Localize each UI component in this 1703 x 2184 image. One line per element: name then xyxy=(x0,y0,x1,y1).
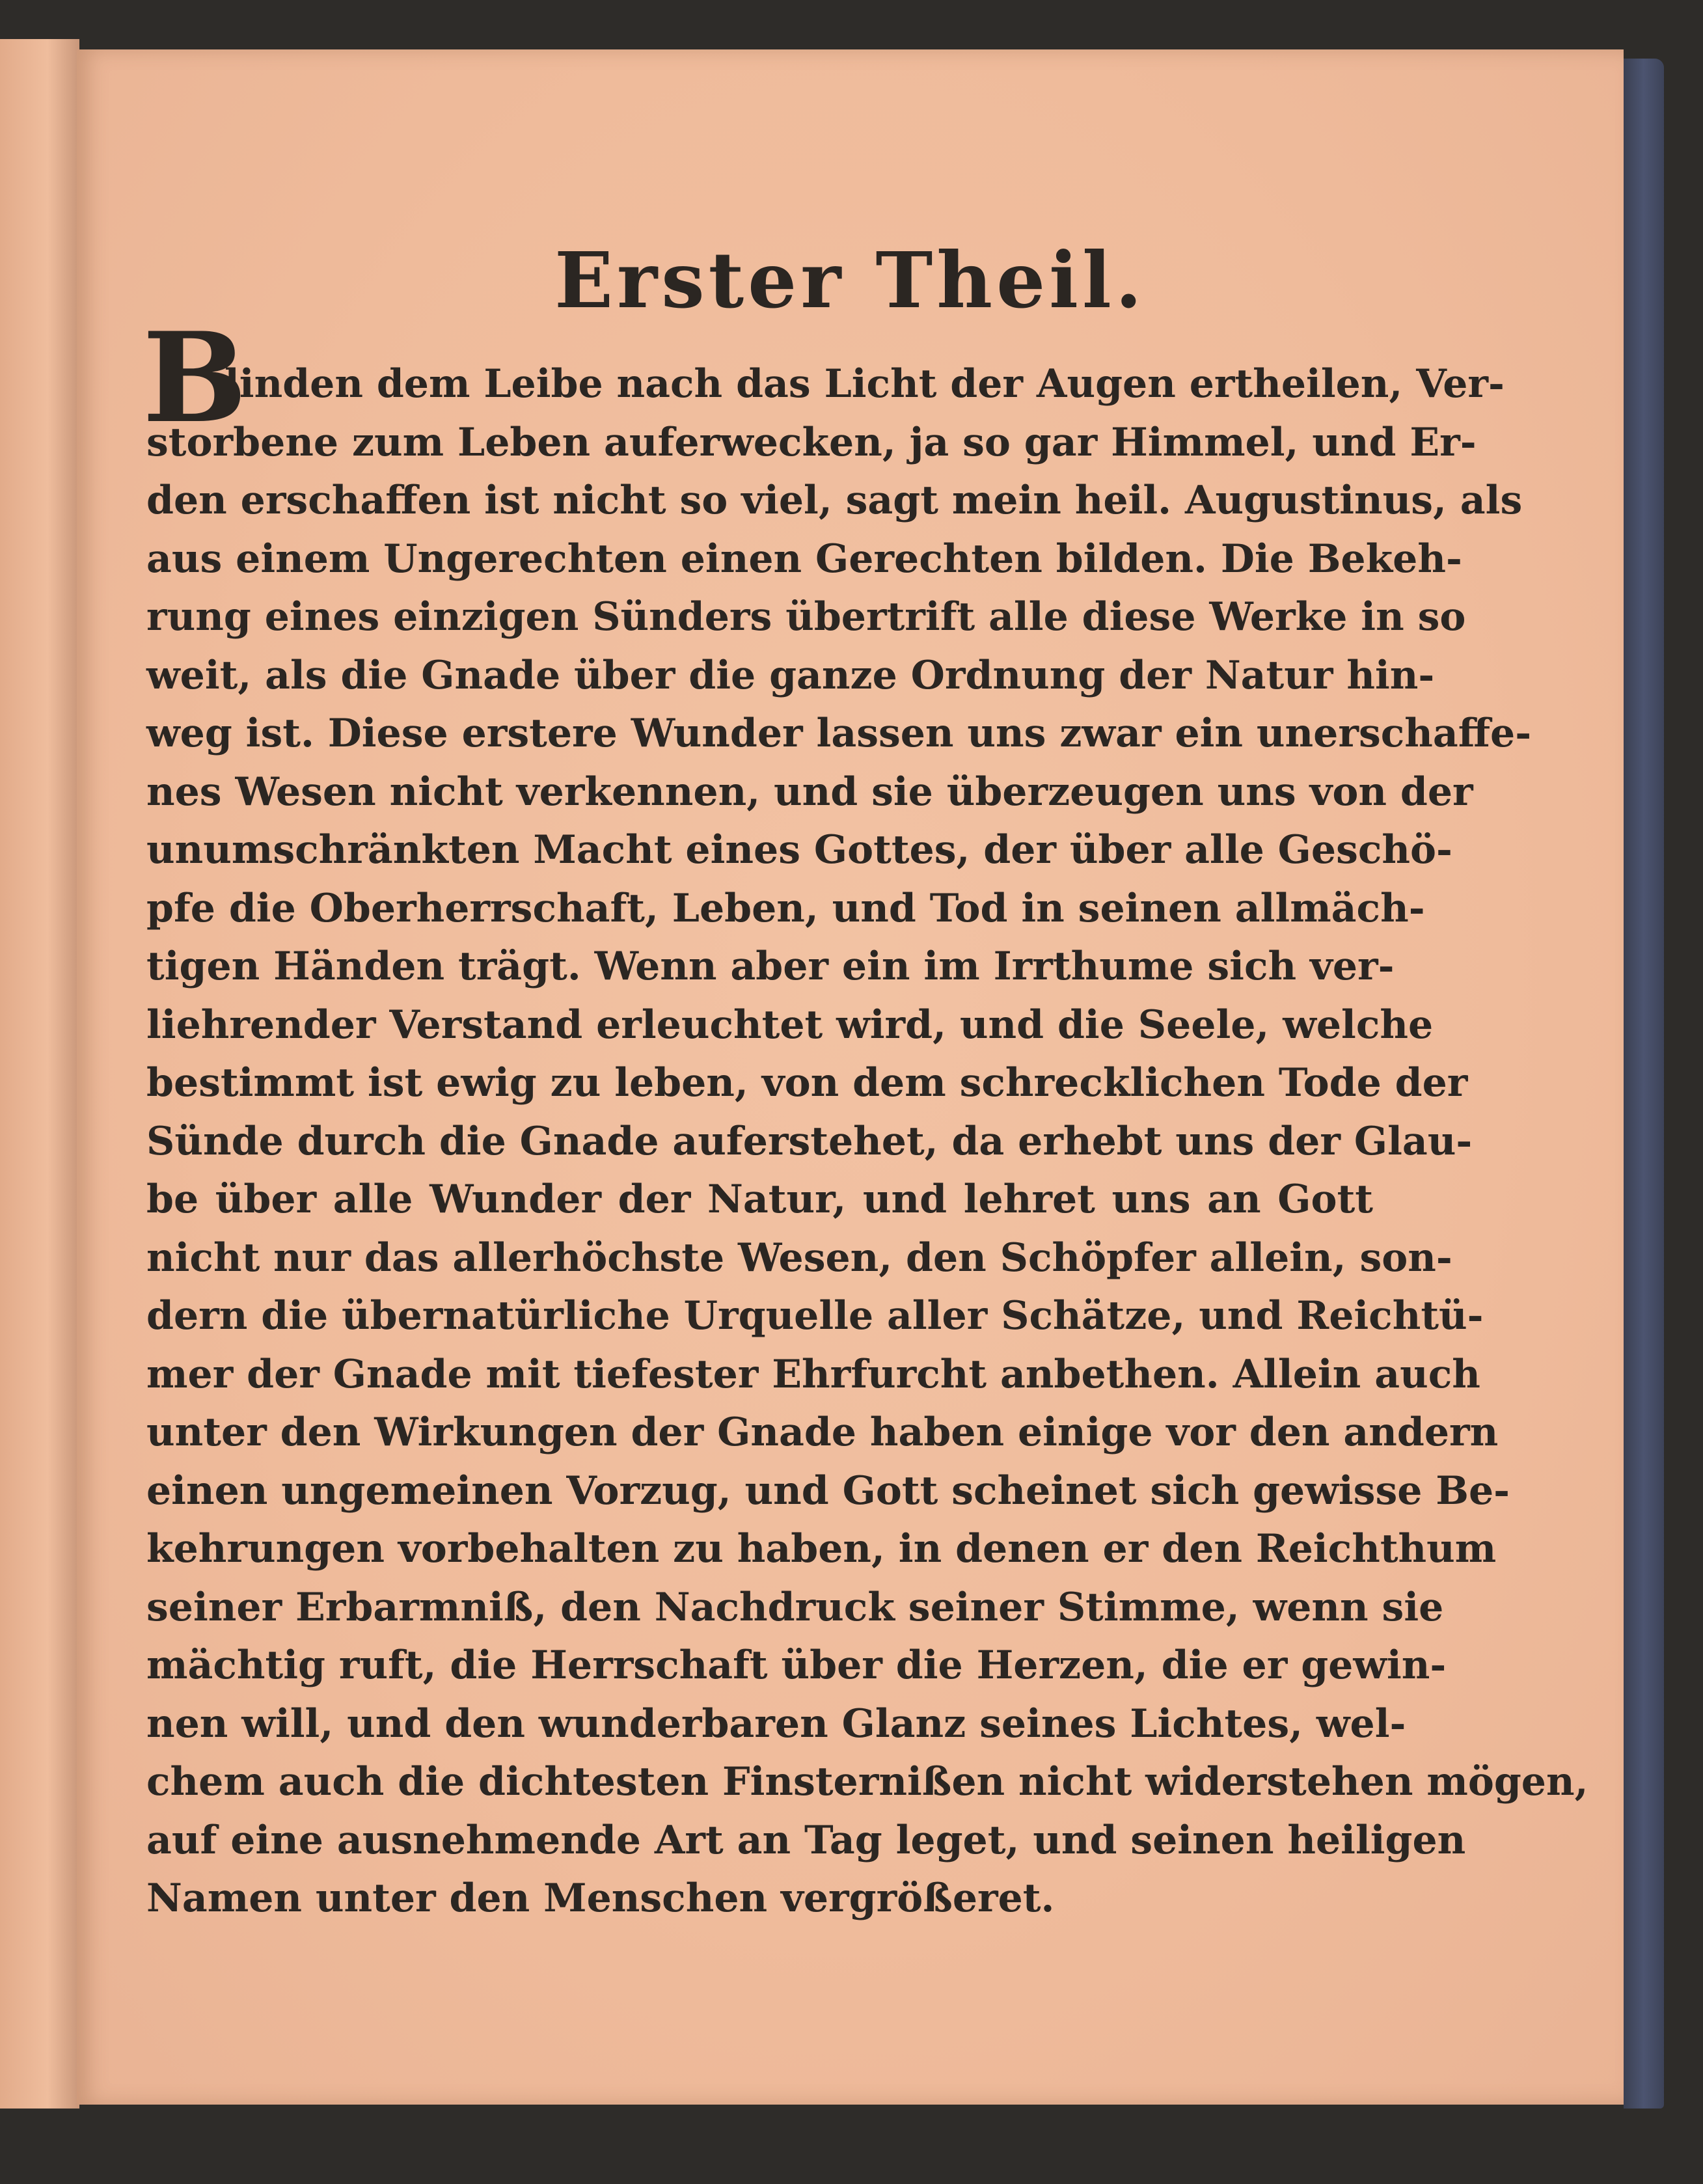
body-text xyxy=(143,305,1588,1928)
text-line: nen will, und den wunderbaren Glanz seines Lichtes, wel- xyxy=(146,1700,1406,1747)
book-binding xyxy=(1624,59,1664,2109)
text-line: mer der Gnade mit tiefester Ehrfurcht anbethen. Allein auch xyxy=(146,1351,1480,1397)
chapter-heading: Erster Theil. xyxy=(554,235,1146,325)
text-line: liehrender Verstand erleuchtet wird, und die Seele, welche xyxy=(146,1002,1434,1048)
text-line: nes Wesen nicht verkennen, und sie überzeugen uns von der xyxy=(146,769,1473,815)
text-line: kehrungen vorbehalten zu haben, in denen er den Reichthum xyxy=(146,1526,1497,1572)
text-line: auf eine ausnehmende Art an Tag leget, und seinen heiligen xyxy=(146,1817,1466,1863)
text-line: Sünde durch die Gnade auferstehet, da erhebt uns der Glau- xyxy=(146,1118,1473,1164)
text-line: weit, als die Gnade über die ganze Ordnung der Natur hin- xyxy=(146,652,1435,698)
text-line: rung eines einzigen Sünders übertrift alle diese Werke in so xyxy=(146,594,1466,640)
text-line: mächtig ruft, die Herrschaft über die Herzen, die er gewin- xyxy=(146,1643,1447,1688)
text-line: den erschaffen ist nicht so viel, sagt mein heil. Augustinus, als xyxy=(146,478,1523,523)
drop-cap: B xyxy=(143,305,247,450)
text-line: einen ungemeinen Vorzug, und Gott scheinet sich gewisse Be- xyxy=(146,1467,1510,1514)
text-line: nicht nur das allerhöchste Wesen, den Schöpfer allein, son- xyxy=(146,1235,1452,1281)
left-page-edge xyxy=(0,39,79,2109)
text-line: be über alle Wunder der Natur, und lehret uns an Gott xyxy=(146,1177,1373,1222)
text-line: chem auch die dichtesten Finsternißen nicht widerstehen mögen, xyxy=(146,1759,1588,1805)
text-line: seiner Erbarmniß, den Nachdruck seiner Stimme, wenn sie xyxy=(146,1584,1444,1630)
text-line: unumschränkten Macht eines Gottes, der über alle Geschö- xyxy=(146,827,1452,873)
text-line: weg ist. Diese erstere Wunder lassen uns zwar ein unerschaffe- xyxy=(146,711,1532,756)
text-line: linden dem Leibe nach das Licht der Augen ertheilen, Ver- xyxy=(225,361,1505,407)
book-page xyxy=(77,49,1624,2105)
text-line: bestimmt ist ewig zu leben, von dem schrecklichen Tode der xyxy=(146,1060,1468,1106)
text-line: aus einem Ungerechten einen Gerechten bilden. Die Bekeh- xyxy=(146,536,1462,582)
text-line: dern die übernatürliche Urquelle aller Schätze, und Reichtü- xyxy=(146,1293,1484,1339)
text-line: storbene zum Leben auferwecken, ja so gar Himmel, und Er- xyxy=(146,419,1477,465)
text-line: unter den Wirkungen der Gnade haben einige vor den andern xyxy=(146,1410,1499,1455)
text-line: pfe die Oberherrschaft, Leben, und Tod in seinen allmäch- xyxy=(146,885,1425,931)
text-line: tigen Händen trägt. Wenn aber ein im Irrthume sich ver- xyxy=(146,944,1395,989)
text-line: Namen unter den Menschen vergrößeret. xyxy=(146,1876,1055,1921)
